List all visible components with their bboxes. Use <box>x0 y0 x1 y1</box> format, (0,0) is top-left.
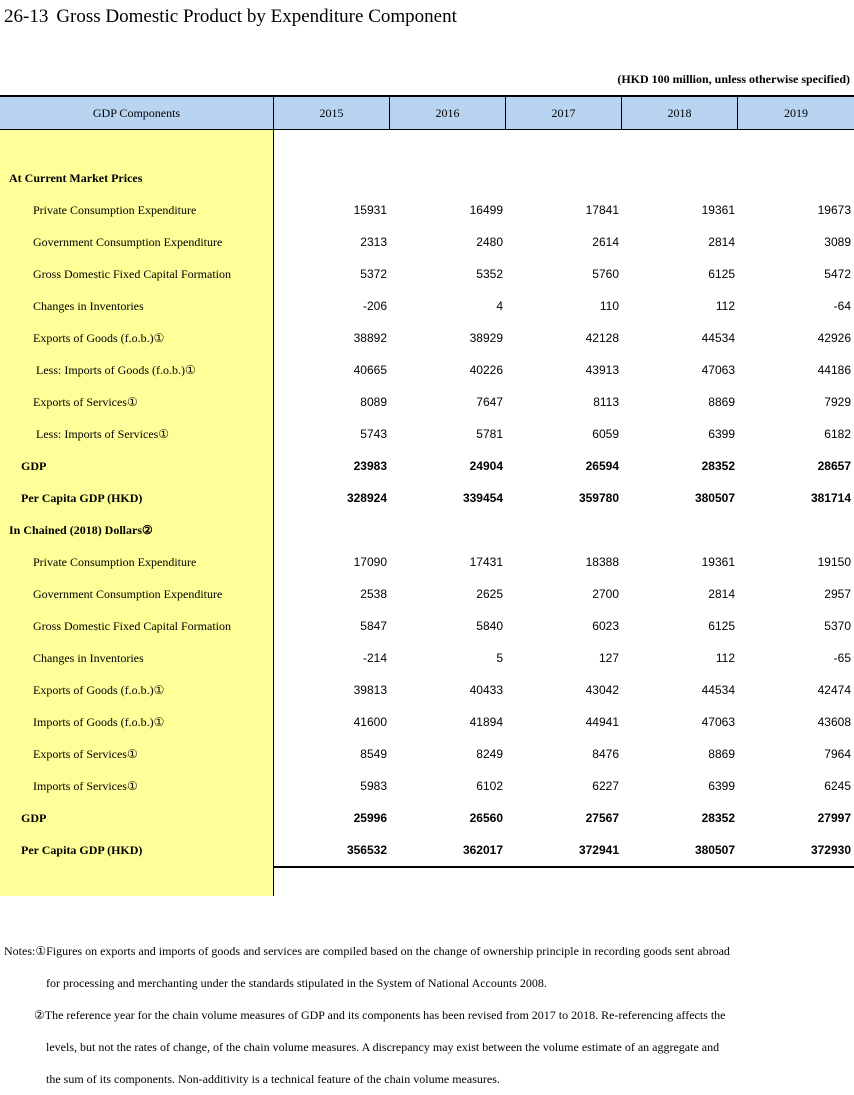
row-value: 127 <box>598 651 619 665</box>
header-year: 2018 <box>622 97 738 129</box>
note-line: ②The reference year for the chain volume measures of GDP and its components has been revised from 2017 to 2018. Re-referencing affects the <box>34 1008 726 1022</box>
row-value: 8549 <box>360 747 387 761</box>
row-value: 6102 <box>476 779 503 793</box>
row-value: 8249 <box>476 747 503 761</box>
row-value: 6227 <box>592 779 619 793</box>
row-value: 6399 <box>708 779 735 793</box>
row-value: 2957 <box>824 587 851 601</box>
table-row <box>0 674 854 706</box>
row-value: 6125 <box>708 619 735 633</box>
row-value: 2614 <box>592 235 619 249</box>
row-value: 6023 <box>592 619 619 633</box>
table-row <box>0 322 854 354</box>
row-value: 25996 <box>353 811 387 825</box>
row-value: 40226 <box>469 363 503 377</box>
row-value: 38929 <box>469 331 503 345</box>
row-value: 362017 <box>462 843 503 857</box>
row-value: 5781 <box>476 427 503 441</box>
unit-note: (HKD 100 million, unless otherwise specified) <box>617 72 850 86</box>
row-value: 6245 <box>824 779 851 793</box>
note-line: levels, but not the rates of change, of the chain volume measures. A discrepancy may exist between the volume estimate of an aggregate and <box>46 1040 720 1054</box>
row-label: GDP <box>21 458 47 473</box>
row-value: 2538 <box>360 587 387 601</box>
row-label: Private Consumption Expenditure <box>33 202 197 217</box>
row-label: Exports of Services① <box>33 746 138 761</box>
header-label: GDP Components <box>0 97 274 129</box>
row-value: 27997 <box>817 811 851 825</box>
note-line: Notes:①Figures on exports and imports of goods and services are compiled based on the change of ownership principle in recording goods sent abroad <box>4 944 730 958</box>
row-value: 5372 <box>360 267 387 281</box>
note-line: the sum of its components. Non-additivity is a technical feature of the chain volume measures. <box>46 1072 500 1086</box>
row-value: 40433 <box>469 683 503 697</box>
row-value: 17431 <box>469 555 503 569</box>
table-row <box>0 194 854 226</box>
row-value: 19150 <box>817 555 851 569</box>
row-label: Per Capita GDP (HKD) <box>21 842 143 857</box>
row-label: Government Consumption Expenditure <box>33 586 223 601</box>
header-year: 2017 <box>506 97 622 129</box>
row-value: 19673 <box>817 203 851 217</box>
row-value: 43913 <box>585 363 619 377</box>
row-value: 2814 <box>708 235 735 249</box>
row-value: 39813 <box>353 683 387 697</box>
row-value: 28352 <box>701 811 735 825</box>
row-label: Changes in Inventories <box>33 298 144 313</box>
row-value: -206 <box>362 299 387 313</box>
section-heading <box>0 514 854 546</box>
row-value: 27567 <box>585 811 619 825</box>
per-capita-row <box>0 482 854 514</box>
row-value: 8113 <box>593 395 619 409</box>
notes <box>4 935 850 1095</box>
row-value: 28352 <box>701 459 735 473</box>
table-row <box>0 578 854 610</box>
row-value: 26560 <box>469 811 503 825</box>
row-value: 42128 <box>585 331 619 345</box>
row-value: 2700 <box>592 587 619 601</box>
row-value: 17090 <box>353 555 387 569</box>
row-value: 47063 <box>701 363 735 377</box>
row-value: 3089 <box>824 235 851 249</box>
row-value: 110 <box>599 299 619 313</box>
row-value: 6182 <box>824 427 851 441</box>
row-value: -214 <box>362 651 387 665</box>
row-value: 19361 <box>701 555 735 569</box>
row-label: Private Consumption Expenditure <box>33 554 197 569</box>
row-value: -64 <box>833 299 851 313</box>
row-value: 40665 <box>353 363 387 377</box>
row-value: 7929 <box>824 395 851 409</box>
table-row <box>0 418 854 450</box>
table-row <box>0 642 854 674</box>
section-heading <box>0 162 854 194</box>
row-value: 38892 <box>353 331 387 345</box>
row-value: 356532 <box>346 843 387 857</box>
row-value: 47063 <box>701 715 735 729</box>
table-row <box>0 610 854 642</box>
row-value: 7647 <box>476 395 503 409</box>
header-year: 2016 <box>390 97 506 129</box>
row-value: 42926 <box>817 331 851 345</box>
gdp-total-row <box>0 802 854 834</box>
table-row <box>0 770 854 802</box>
row-label: Imports of Goods (f.o.b.)① <box>33 714 165 729</box>
table-body <box>0 130 854 866</box>
header-year: 2015 <box>274 97 390 129</box>
row-value: 8869 <box>708 395 735 409</box>
row-value: 112 <box>715 651 735 665</box>
table-row <box>0 706 854 738</box>
row-label: In Chained (2018) Dollars② <box>9 522 153 537</box>
row-value: 44941 <box>585 715 619 729</box>
note-line: for processing and merchanting under the standards stipulated in the System of National Accounts 2008. <box>46 976 547 990</box>
row-value: 8476 <box>592 747 619 761</box>
row-value: 15931 <box>353 203 387 217</box>
row-value: 381714 <box>810 491 851 505</box>
table-title: Gross Domestic Product by Expenditure Component <box>56 6 457 27</box>
row-label: Exports of Goods (f.o.b.)① <box>33 330 165 345</box>
row-label: Less: Imports of Services① <box>36 426 170 441</box>
row-value: 359780 <box>578 491 619 505</box>
row-value: 5983 <box>360 779 387 793</box>
header-year: 2019 <box>784 105 808 120</box>
row-label: Exports of Goods (f.o.b.)① <box>33 682 165 697</box>
row-value: 41894 <box>469 715 503 729</box>
row-value: 17841 <box>585 203 619 217</box>
row-value: 5840 <box>476 619 503 633</box>
row-label: GDP <box>21 810 47 825</box>
row-label: Changes in Inventories <box>33 650 144 665</box>
row-value: 44186 <box>817 363 851 377</box>
row-value: 43042 <box>585 683 619 697</box>
table-number: 26-13 <box>4 6 49 27</box>
row-value: 2480 <box>476 235 503 249</box>
row-value: 5352 <box>476 267 503 281</box>
row-value: 372941 <box>578 843 619 857</box>
row-label: Imports of Services① <box>33 778 138 793</box>
row-value: 44534 <box>701 331 735 345</box>
row-value: 2313 <box>360 235 387 249</box>
row-value: 26594 <box>585 459 619 473</box>
row-value: 23983 <box>353 459 387 473</box>
row-value: 5847 <box>360 619 387 633</box>
gdp-table <box>0 95 854 868</box>
row-value: 44534 <box>701 683 735 697</box>
row-value: -65 <box>833 651 851 665</box>
row-label: Less: Imports of Goods (f.o.b.)① <box>36 362 196 377</box>
row-value: 7964 <box>824 747 851 761</box>
row-value: 43608 <box>817 715 851 729</box>
row-value: 28657 <box>817 459 851 473</box>
row-value: 6399 <box>708 427 735 441</box>
row-label: Exports of Services① <box>33 394 138 409</box>
row-value: 41600 <box>353 715 387 729</box>
table-row <box>0 738 854 770</box>
table-row <box>0 290 854 322</box>
row-value: 19361 <box>701 203 735 217</box>
row-value: 16499 <box>469 203 503 217</box>
table-row <box>0 226 854 258</box>
per-capita-row <box>0 834 854 866</box>
table-row <box>0 386 854 418</box>
row-label: Per Capita GDP (HKD) <box>21 490 143 505</box>
gdp-total-row <box>0 450 854 482</box>
page-title <box>4 5 457 29</box>
row-value: 112 <box>715 299 735 313</box>
row-value: 6059 <box>592 427 619 441</box>
row-value: 5472 <box>824 267 851 281</box>
row-value: 18388 <box>585 555 619 569</box>
row-label: Gross Domestic Fixed Capital Formation <box>33 618 231 633</box>
table-header <box>0 97 854 130</box>
row-value: 328924 <box>346 491 387 505</box>
row-value: 4 <box>496 299 503 313</box>
table-row <box>0 354 854 386</box>
row-label: Government Consumption Expenditure <box>33 234 223 249</box>
row-value: 339454 <box>462 491 503 505</box>
row-value: 42474 <box>817 683 851 697</box>
row-value: 5743 <box>360 427 387 441</box>
row-label: Gross Domestic Fixed Capital Formation <box>33 266 231 281</box>
row-value: 8869 <box>708 747 735 761</box>
row-value: 6125 <box>708 267 735 281</box>
row-value: 380507 <box>694 843 735 857</box>
row-value: 5760 <box>592 267 619 281</box>
row-value: 380507 <box>694 491 735 505</box>
row-value: 24904 <box>469 459 503 473</box>
row-label: At Current Market Prices <box>9 170 143 185</box>
row-value: 5 <box>496 651 503 665</box>
row-value: 5370 <box>824 619 851 633</box>
row-value: 372930 <box>810 843 851 857</box>
row-value: 2625 <box>476 587 503 601</box>
table-row <box>0 546 854 578</box>
row-value: 2814 <box>708 587 735 601</box>
table-row <box>0 258 854 290</box>
row-value: 8089 <box>360 395 387 409</box>
